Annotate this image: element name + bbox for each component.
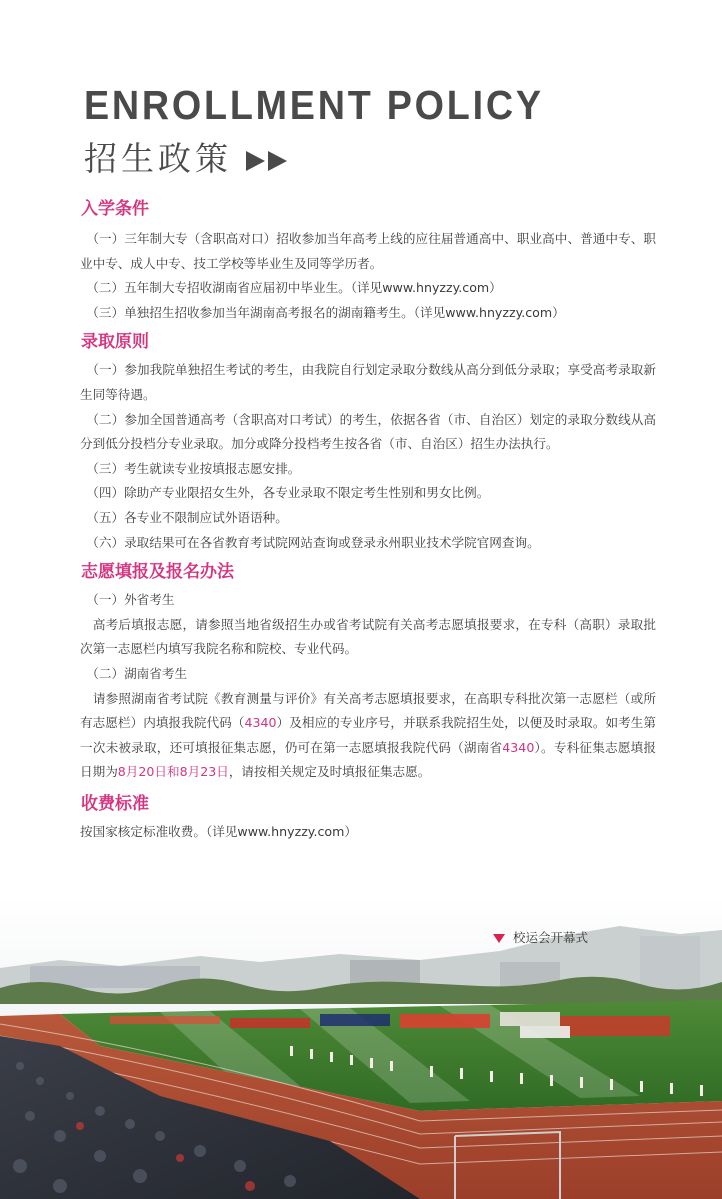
paragraph: （一）参加我院单独招生考试的考生，由我院自行划定录取分数线从高分到低分录取；享受高考录取新生同等待遇。: [80, 362, 657, 402]
sub-heading: （二）湖南省考生: [92, 665, 188, 681]
section-title-admission-principle: 录取原则: [81, 332, 149, 353]
paragraph: （二）五年制大专招收湖南省应届初中毕业生。（详见www.hnyzzy.com）: [92, 280, 502, 296]
section-title-admission: 入学条件: [81, 199, 149, 219]
photo-caption: 校运会开幕式: [493, 928, 588, 946]
paragraph: （六）录取结果可在各省教育考试院网站查询或登录永州职业技术学院官网查询。: [92, 534, 540, 550]
school-code: 4340: [502, 739, 535, 755]
paragraph: （五）各专业不限制应试外语语种。: [92, 509, 288, 525]
paragraph: 按国家核定标准收费。（详见www.hnyzzy.com）: [80, 823, 357, 839]
school-code: 4340: [244, 715, 277, 731]
paragraph: （一）三年制大专（含职高对口）招收参加当年高考上线的应往届普通高中、职业高中、普通中专、职业中专、成人中专、技工学校等毕业生及同等学历者。: [80, 231, 657, 271]
paragraph: 请参照湖南省考试院《教育测量与评价》有关高考志愿填报要求，在高职专科批次第一志愿栏（或所有志愿栏）内填报我院代码（4340）及相应的专业序号，并联系我院招生处，以便及时录取。如考生第一次未被录取，还可填报征集志愿，仍可在第一志愿填报我院代码（湖南省4340）。专科征集志愿填报日期为8月20日和8月23日，请按相关规定及时填报征集志愿。: [80, 690, 657, 780]
chinese-title-text: 招生政策: [84, 139, 232, 178]
paragraph: 高考后填报志愿，请参照当地省级招生办或省考试院有关高考志愿填报要求，在专科（高职）录取批次第一志愿栏内填写我院名称和院校、专业代码。: [80, 616, 657, 657]
paragraph: （四）除助产专业限招女生外，各专业录取不限定考生性别和男女比例。: [92, 485, 490, 501]
sub-heading: （一）外省考生: [92, 592, 175, 608]
english-title: ENROLLMENT POLICY: [84, 82, 544, 128]
paragraph: （三）单独招生招收参加当年湖南高考报名的湖南籍考生。（详见www.hnyzzy.com）: [92, 304, 565, 320]
double-arrow-icon: [246, 141, 290, 180]
paragraph: （二）参加全国普通高考（含职高对口考试）的考生，依据各省（市、自治区）划定的录取分数线从高分到低分投档分专业录取。加分或降分投档考生按各省（市、自治区）招生办法执行。: [80, 411, 657, 452]
chinese-title: [84, 133, 290, 180]
section-title-fees: 收费标准: [81, 793, 149, 814]
section-title-application: 志愿填报及报名办法: [81, 562, 234, 583]
sports-meet-photo: [0, 896, 722, 1199]
application-dates: 8月20日和8月23日: [117, 764, 229, 780]
triangle-down-icon: [493, 934, 505, 943]
paragraph: （三）考生就读专业按填报志愿安排。: [92, 460, 301, 476]
policy-content: [80, 197, 656, 844]
